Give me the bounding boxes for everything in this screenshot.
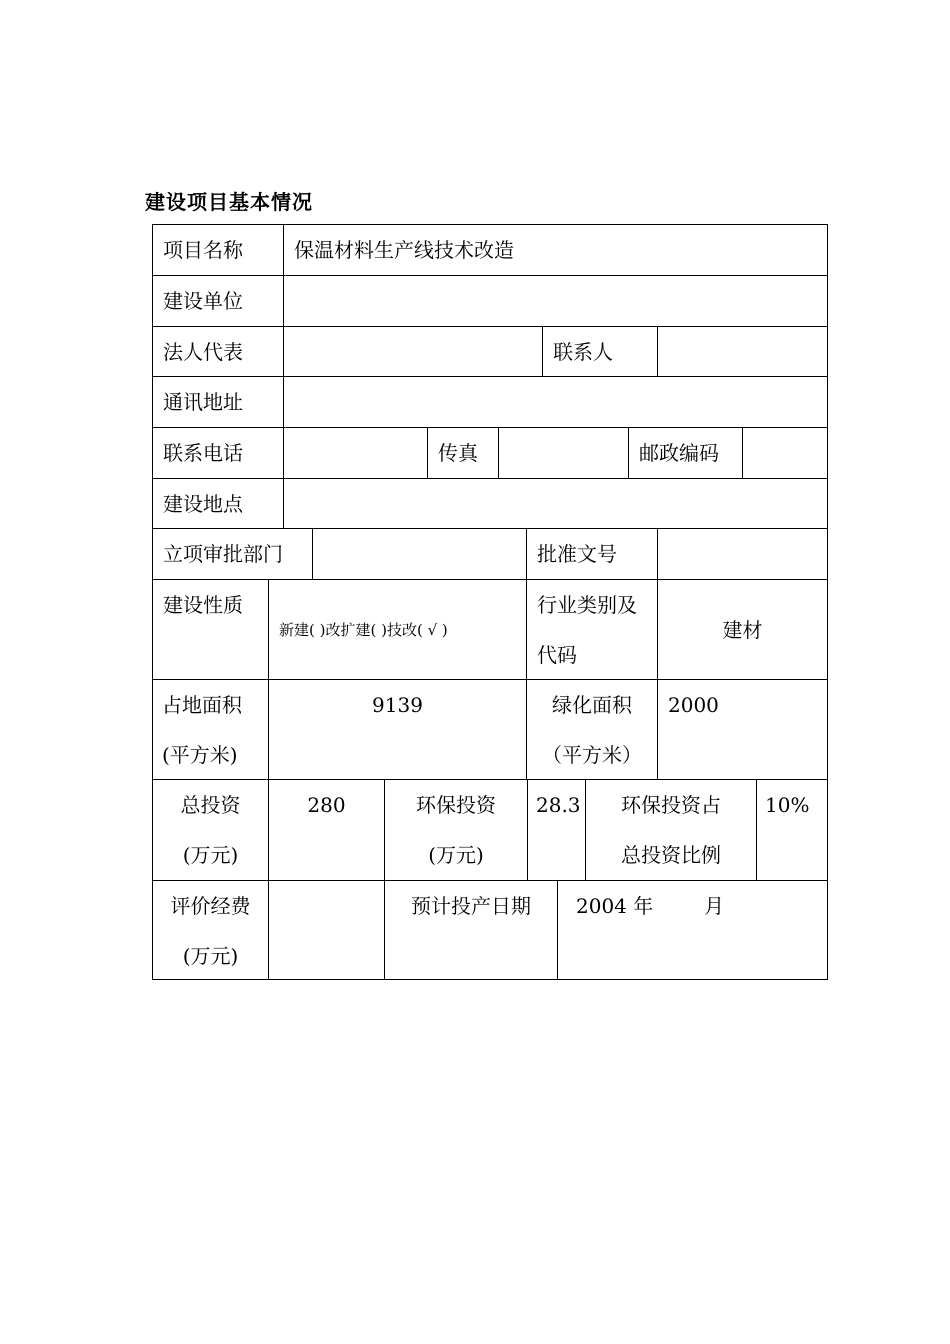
total-investment-value: 280: [268, 779, 384, 880]
fax-value: [498, 427, 628, 478]
industry-value: 建材: [657, 579, 828, 679]
nature-label: 建设性质: [152, 579, 268, 679]
legal-rep-label: 法人代表: [152, 326, 283, 376]
env-investment-label-line2: (万元): [428, 843, 484, 867]
env-investment-label-line1: 环保投资: [416, 793, 496, 817]
area-label-line2: (平方米): [162, 743, 238, 767]
eval-fee-label-line2: (万元): [182, 944, 239, 968]
site-value: [283, 478, 828, 528]
contact-value: [657, 326, 828, 376]
fax-label: 传真: [427, 427, 498, 478]
postcode-value: [742, 427, 828, 478]
total-investment-label-line1: 总投资: [180, 793, 241, 817]
env-ratio-label-line2: 总投资比例: [621, 843, 721, 867]
eval-fee-value: [268, 880, 384, 980]
area-value: 9139: [268, 679, 526, 779]
env-ratio-label: [585, 779, 756, 880]
builder-label: 建设单位: [152, 275, 283, 326]
project-name-value: 保温材料生产线技术改造: [283, 224, 828, 275]
industry-label-line1: 行业类别及: [537, 593, 637, 617]
approval-dept-value: [312, 528, 526, 579]
green-area-label: [526, 679, 657, 779]
postcode-label: 邮政编码: [628, 427, 742, 478]
green-area-label-line1: 绿化面积: [552, 693, 632, 717]
industry-label: [526, 579, 657, 679]
production-date-value: 2004 年 月: [557, 880, 828, 980]
green-area-value: 2000: [657, 679, 828, 779]
legal-rep-value: [283, 326, 542, 376]
eval-fee-label: [152, 880, 268, 980]
nature-value: 新建( )改扩建( )技改( √ ): [268, 579, 526, 679]
page-title: 建设项目基本情况: [145, 190, 313, 214]
contact-label: 联系人: [542, 326, 657, 376]
site-label: 建设地点: [152, 478, 283, 528]
env-investment-label: [384, 779, 527, 880]
area-label-line1: 占地面积: [162, 693, 242, 717]
builder-value: [283, 275, 828, 326]
approval-doc-label: 批准文号: [526, 528, 657, 579]
approval-dept-label: 立项审批部门: [152, 528, 312, 579]
total-investment-label-line2: (万元): [182, 843, 239, 867]
green-area-label-line2: （平方米）: [542, 743, 642, 767]
address-value: [283, 376, 828, 427]
env-investment-value: 28.3: [527, 779, 585, 880]
eval-fee-label-line1: 评价经费: [170, 894, 251, 918]
env-ratio-label-line1: 环保投资占: [621, 793, 721, 817]
env-ratio-value: 10%: [756, 779, 828, 880]
phone-label: 联系电话: [152, 427, 283, 478]
project-name-label: 项目名称: [152, 224, 283, 275]
production-date-label: 预计投产日期: [384, 880, 557, 980]
phone-value: [283, 427, 427, 478]
total-investment-label: [152, 779, 268, 880]
address-label: 通讯地址: [152, 376, 283, 427]
area-label: [152, 679, 268, 779]
approval-doc-value: [657, 528, 828, 579]
industry-label-line2: 代码: [537, 643, 577, 667]
